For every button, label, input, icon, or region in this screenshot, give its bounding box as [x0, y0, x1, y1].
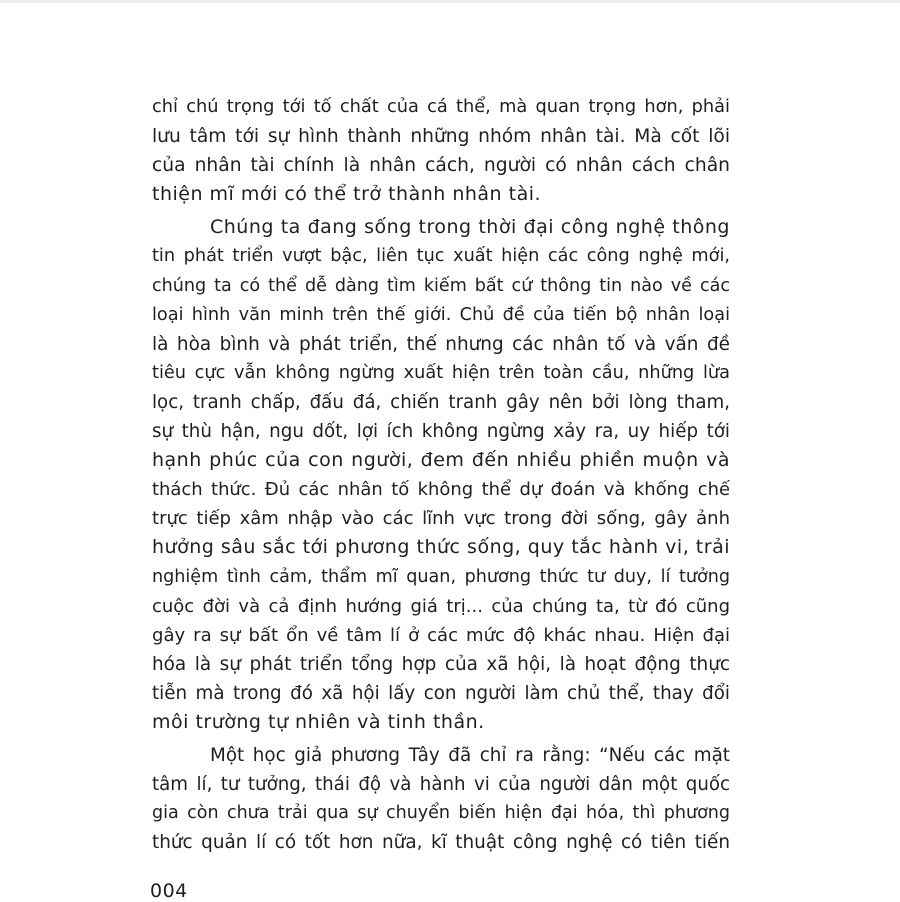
- text-line: thức quản lí có tốt hơn nữa, kĩ thuật công nghệ có tiên tiến: [152, 832, 730, 854]
- paragraph-3: [152, 741, 730, 857]
- text-line: tin phát triển vượt bậc, liên tục xuất hiện các công nghệ mới,: [152, 246, 730, 267]
- text-line: chỉ chú trọng tới tố chất của cá thể, mà quan trọng hơn, phải: [152, 97, 730, 117]
- text-line: trực tiếp xâm nhập vào các lĩnh vực trong đời sống, gây ảnh: [152, 508, 730, 530]
- text-line: tiêu cực vẫn không ngừng xuất hiện trên toàn cầu, những lừa: [152, 362, 730, 383]
- text-line: hóa là sự phát triển tổng hợp của xã hội, là hoạt động thực: [152, 653, 730, 675]
- text-line: nghiệm tình cảm, thẩm mĩ quan, phương thức tư duy, lí tưởng: [152, 566, 730, 587]
- text-line: cuộc đời và cả định hướng giá trị... của chúng ta, từ đó cũng: [152, 595, 730, 617]
- text-line: lọc, tranh chấp, đấu đá, chiến tranh gây nên bởi lòng tham,: [152, 391, 730, 413]
- text-line: Chúng ta đang sống trong thời đại công nghệ thông: [210, 216, 730, 239]
- text-line: thiện mĩ mới có thể trở thành nhân tài.: [152, 183, 542, 206]
- paragraph-2: [152, 213, 730, 737]
- text-line: sự thù hận, ngu dốt, lợi ích không ngừng xảy ra, uy hiếp tới: [152, 421, 730, 443]
- text-line: của nhân tài chính là nhân cách, người có nhân cách chân: [152, 155, 730, 177]
- text-line: tiễn mà trong đó xã hội lấy con người làm chủ thể, thay đổi: [152, 682, 730, 704]
- text-line: chúng ta có thể dễ dàng tìm kiếm bất cứ thông tin nào về các: [152, 275, 730, 296]
- text-line: gia còn chưa trải qua sự chuyển biến hiện đại hóa, thì phương: [152, 803, 730, 824]
- text-line: tâm lí, tư tưởng, thái độ và hành vi của người dân một quốc: [152, 774, 730, 796]
- body-text: [152, 93, 730, 861]
- text-line: hạnh phúc của con người, đem đến nhiều phiền muộn và: [152, 449, 730, 472]
- text-line: môi trường tự nhiên và tinh thần.: [152, 710, 485, 733]
- text-line: thách thức. Đủ các nhân tố không thể dự đoán và khống chế: [152, 479, 730, 501]
- text-line: gây ra sự bất ổn về tâm lí ở các mức độ khác nhau. Hiện đại: [152, 624, 730, 646]
- text-line: Một học giả phương Tây đã chỉ ra rằng: “Nếu các mặt: [210, 745, 730, 767]
- top-border: [0, 0, 900, 3]
- text-line: loại hình văn minh trên thế giới. Chủ đề của tiến bộ nhân loại: [152, 304, 730, 325]
- text-line: là hòa bình và phát triển, thế nhưng các nhân tố và vấn đề: [152, 333, 730, 355]
- page-number: 004: [150, 880, 188, 902]
- paragraph-1: [152, 93, 730, 209]
- text-line: lưu tâm tới sự hình thành những nhóm nhân tài. Mà cốt lõi: [152, 126, 730, 148]
- text-line: hưởng sâu sắc tới phương thức sống, quy tắc hành vi, trải: [152, 536, 730, 559]
